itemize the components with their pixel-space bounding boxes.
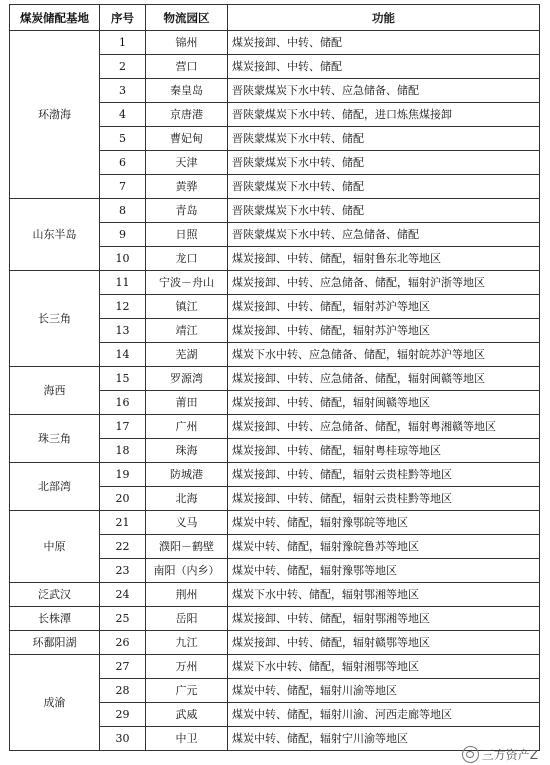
- park-cell: 龙口: [146, 247, 228, 271]
- base-cell: 山东半岛: [10, 199, 100, 271]
- number-cell: 11: [100, 271, 146, 295]
- table-body: [10, 31, 540, 751]
- park-cell: 锦州: [146, 31, 228, 55]
- number-cell: 8: [100, 199, 146, 223]
- park-cell: 万州: [146, 655, 228, 679]
- number-cell: 26: [100, 631, 146, 655]
- number-cell: 15: [100, 367, 146, 391]
- function-cell: 晋陕蒙煤炭下水中转、储配，进口炼焦煤接卸: [228, 103, 540, 127]
- number-cell: 6: [100, 151, 146, 175]
- header-park: 物流园区: [146, 5, 228, 31]
- park-cell: 广元: [146, 679, 228, 703]
- park-cell: 日照: [146, 223, 228, 247]
- table-row: [10, 271, 540, 295]
- number-cell: 12: [100, 295, 146, 319]
- base-cell: 珠三角: [10, 415, 100, 463]
- number-cell: 7: [100, 175, 146, 199]
- function-cell: 煤炭接卸、中转、储配: [228, 55, 540, 79]
- function-cell: 煤炭中转、储配，辐射豫鄂等地区: [228, 559, 540, 583]
- watermark-text: 三方资产Z: [481, 748, 538, 762]
- number-cell: 23: [100, 559, 146, 583]
- park-cell: 天津: [146, 151, 228, 175]
- function-cell: 煤炭中转、储配，辐射豫鄂皖等地区: [228, 511, 540, 535]
- function-cell: 晋陕蒙煤炭下水中转、储配: [228, 175, 540, 199]
- base-cell: 环渤海: [10, 31, 100, 199]
- base-cell: 泛武汉: [10, 583, 100, 607]
- table-row: [10, 31, 540, 55]
- park-cell: 南阳（内乡）: [146, 559, 228, 583]
- function-cell: 煤炭接卸、中转、储配，辐射赣鄂等地区: [228, 631, 540, 655]
- base-cell: 长三角: [10, 271, 100, 367]
- number-cell: 3: [100, 79, 146, 103]
- function-cell: 煤炭接卸、中转、储配，辐射鄂湘等地区: [228, 607, 540, 631]
- function-cell: 煤炭中转、储配，辐射豫皖鲁苏等地区: [228, 535, 540, 559]
- number-cell: 22: [100, 535, 146, 559]
- base-cell: 成渝: [10, 655, 100, 751]
- table-row: [10, 463, 540, 487]
- function-cell: 晋陕蒙煤炭下水中转、储配: [228, 127, 540, 151]
- park-cell: 九江: [146, 631, 228, 655]
- park-cell: 广州: [146, 415, 228, 439]
- park-cell: 北海: [146, 487, 228, 511]
- park-cell: 曹妃甸: [146, 127, 228, 151]
- number-cell: 29: [100, 703, 146, 727]
- header-number: 序号: [100, 5, 146, 31]
- number-cell: 17: [100, 415, 146, 439]
- number-cell: 13: [100, 319, 146, 343]
- park-cell: 岳阳: [146, 607, 228, 631]
- park-cell: 秦皇岛: [146, 79, 228, 103]
- base-cell: 北部湾: [10, 463, 100, 511]
- function-cell: 煤炭接卸、中转、储配，辐射闽赣等地区: [228, 391, 540, 415]
- header-function: 功能: [228, 5, 540, 31]
- number-cell: 24: [100, 583, 146, 607]
- function-cell: 煤炭接卸、中转、应急储备、储配，辐射沪浙等地区: [228, 271, 540, 295]
- number-cell: 18: [100, 439, 146, 463]
- table-header-row: [10, 5, 540, 31]
- park-cell: 青岛: [146, 199, 228, 223]
- function-cell: 晋陕蒙煤炭下水中转、应急储备、储配: [228, 79, 540, 103]
- table-row: [10, 511, 540, 535]
- function-cell: 煤炭接卸、中转、储配，辐射苏沪等地区: [228, 295, 540, 319]
- number-cell: 16: [100, 391, 146, 415]
- park-cell: 镇江: [146, 295, 228, 319]
- table-row: [10, 655, 540, 679]
- park-cell: 营口: [146, 55, 228, 79]
- number-cell: 25: [100, 607, 146, 631]
- park-cell: 莆田: [146, 391, 228, 415]
- park-cell: 防城港: [146, 463, 228, 487]
- function-cell: 煤炭接卸、中转、储配: [228, 31, 540, 55]
- number-cell: 5: [100, 127, 146, 151]
- function-cell: 晋陕蒙煤炭下水中转、储配: [228, 199, 540, 223]
- park-cell: 黄骅: [146, 175, 228, 199]
- number-cell: 14: [100, 343, 146, 367]
- table-row: [10, 583, 540, 607]
- park-cell: 珠海: [146, 439, 228, 463]
- function-cell: 煤炭接卸、中转、储配，辐射云贵桂黔等地区: [228, 463, 540, 487]
- number-cell: 4: [100, 103, 146, 127]
- function-cell: 煤炭中转、储配，辐射宁川渝等地区: [228, 727, 540, 751]
- number-cell: 27: [100, 655, 146, 679]
- table-row: [10, 631, 540, 655]
- function-cell: 煤炭中转、储配，辐射川渝等地区: [228, 679, 540, 703]
- park-cell: 罗源湾: [146, 367, 228, 391]
- park-cell: 中卫: [146, 727, 228, 751]
- number-cell: 30: [100, 727, 146, 751]
- number-cell: 10: [100, 247, 146, 271]
- function-cell: 晋陕蒙煤炭下水中转、储配: [228, 151, 540, 175]
- function-cell: 煤炭下水中转、储配，辐射湘鄂等地区: [228, 655, 540, 679]
- park-cell: 京唐港: [146, 103, 228, 127]
- park-cell: 武威: [146, 703, 228, 727]
- header-base: 煤炭储配基地: [10, 5, 100, 31]
- number-cell: 19: [100, 463, 146, 487]
- base-cell: 环鄱阳湖: [10, 631, 100, 655]
- base-cell: 海西: [10, 367, 100, 415]
- function-cell: 煤炭接卸、中转、储配，辐射粤桂琼等地区: [228, 439, 540, 463]
- park-cell: 义马: [146, 511, 228, 535]
- park-cell: 濮阳－鹤壁: [146, 535, 228, 559]
- base-cell: 中原: [10, 511, 100, 583]
- number-cell: 21: [100, 511, 146, 535]
- base-cell: 长株潭: [10, 607, 100, 631]
- table-row: [10, 607, 540, 631]
- park-cell: 荆州: [146, 583, 228, 607]
- number-cell: 20: [100, 487, 146, 511]
- function-cell: 煤炭接卸、中转、应急储备、储配，辐射闽赣等地区: [228, 367, 540, 391]
- number-cell: 2: [100, 55, 146, 79]
- function-cell: 煤炭接卸、中转、储配，辐射云贵桂黔等地区: [228, 487, 540, 511]
- function-cell: 煤炭接卸、中转、应急储备、储配，辐射粤湘赣等地区: [228, 415, 540, 439]
- wechat-icon: [462, 746, 479, 763]
- park-cell: 靖江: [146, 319, 228, 343]
- park-cell: 宁波－舟山: [146, 271, 228, 295]
- table-row: [10, 367, 540, 391]
- park-cell: 芜湖: [146, 343, 228, 367]
- function-cell: 煤炭中转、储配，辐射川渝、河西走廊等地区: [228, 703, 540, 727]
- table-row: [10, 199, 540, 223]
- coal-logistics-table: [9, 4, 540, 751]
- function-cell: 晋陕蒙煤炭下水中转、应急储备、储配: [228, 223, 540, 247]
- function-cell: 煤炭接卸、中转、储配，辐射鲁东北等地区: [228, 247, 540, 271]
- function-cell: 煤炭下水中转、储配，辐射鄂湘等地区: [228, 583, 540, 607]
- table-row: [10, 415, 540, 439]
- function-cell: 煤炭接卸、中转、储配，辐射苏沪等地区: [228, 319, 540, 343]
- function-cell: 煤炭下水中转、应急储备、储配，辐射皖苏沪等地区: [228, 343, 540, 367]
- watermark: [462, 746, 538, 763]
- number-cell: 1: [100, 31, 146, 55]
- number-cell: 28: [100, 679, 146, 703]
- number-cell: 9: [100, 223, 146, 247]
